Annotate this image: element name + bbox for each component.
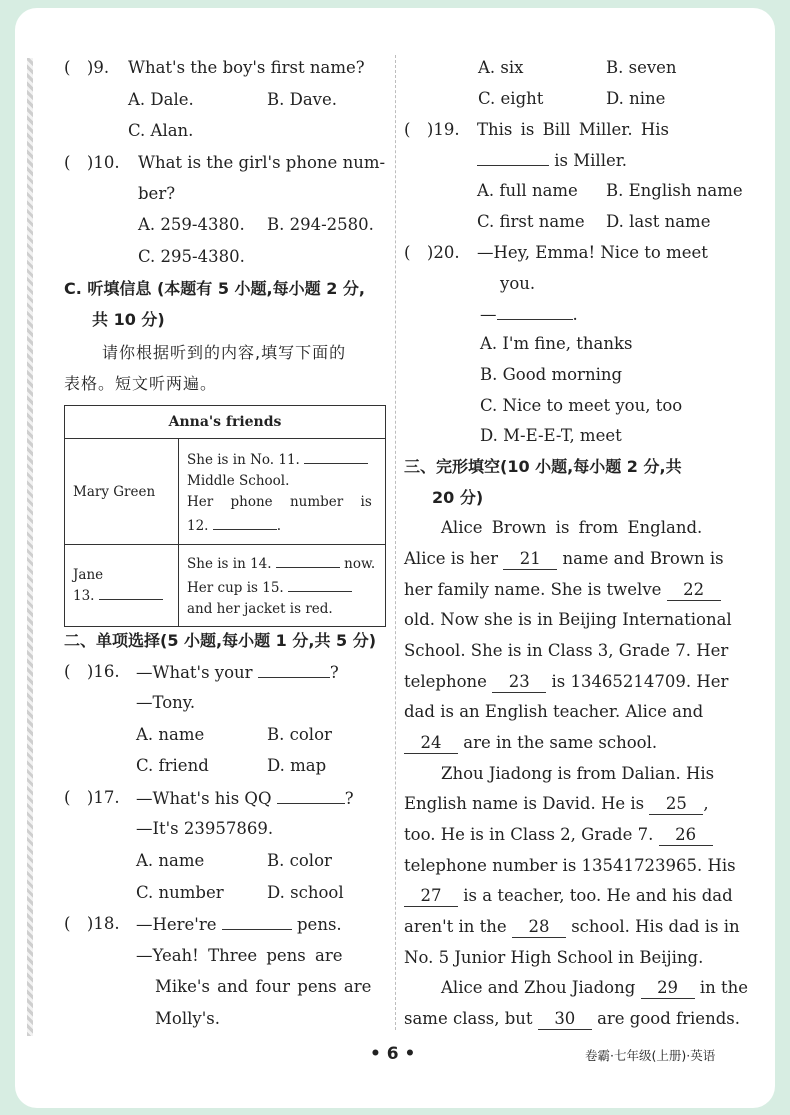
q20-option-c: C. Nice to meet you, too bbox=[480, 396, 683, 415]
table-cell-name bbox=[65, 439, 179, 545]
section-c-instruction-cont: 表格。短文听两遍。 bbox=[64, 374, 218, 393]
page-number: • 6 • bbox=[370, 1044, 416, 1064]
passage-line: No. 5 Junior High School in Beijing. bbox=[404, 948, 704, 967]
passage-line: , bbox=[703, 794, 709, 813]
blank-30[interactable]: 30 bbox=[538, 1009, 592, 1030]
section-2-title: 二、单项选择(5 小题,每小题 1 分,共 5 分) bbox=[64, 631, 377, 650]
q18-number: ( )18. bbox=[64, 914, 120, 933]
q18-reply-2: Mike's and four pens are bbox=[155, 977, 372, 996]
q20-option-b: B. Good morning bbox=[480, 365, 623, 384]
jane-line-1: She is in 14. bbox=[187, 556, 272, 572]
blank-15[interactable] bbox=[288, 575, 352, 592]
passage-line: old. Now she is in Beijing International bbox=[404, 610, 732, 629]
section-3-title: 三、完形填空(10 小题,每小题 2 分,共 bbox=[404, 457, 682, 476]
passage-line: dad is an English teacher. Alice and bbox=[404, 702, 704, 721]
q19-number: ( )19. bbox=[404, 120, 460, 139]
q18-option-a: A. six bbox=[478, 58, 524, 77]
q19-stem: This is Bill Miller. His bbox=[477, 120, 670, 139]
blank-22[interactable]: 22 bbox=[667, 580, 721, 601]
passage-line: telephone bbox=[404, 672, 487, 691]
section-3-title-cont: 20 分) bbox=[432, 488, 484, 507]
q20-option-d: D. M-E-E-T, meet bbox=[480, 426, 622, 445]
q17-reply: —It's 23957869. bbox=[136, 819, 274, 838]
name-jane: Jane bbox=[73, 567, 104, 583]
q17-option-b: B. color bbox=[267, 851, 332, 870]
q16-option-c: C. friend bbox=[136, 756, 209, 775]
passage-line: English name is David. He is bbox=[404, 794, 645, 813]
q10-option-b: B. 294-2580. bbox=[267, 215, 374, 234]
q18-stem: —Here're bbox=[136, 915, 217, 934]
q9-stem: What's the boy's first name? bbox=[128, 58, 365, 77]
mary-line-1: She is in No. 11. bbox=[187, 451, 300, 468]
q17-option-a: A. name bbox=[136, 851, 205, 870]
book-tag: 卷霸·七年级(上册)·英语 bbox=[585, 1048, 716, 1063]
table-title: Anna's friends bbox=[65, 406, 386, 439]
mary-line-3: Her phone number is bbox=[187, 493, 372, 510]
q18-option-b: B. seven bbox=[606, 58, 677, 77]
q16-reply: —Tony. bbox=[136, 693, 196, 712]
passage-line: Alice Brown is from England. bbox=[441, 518, 703, 537]
blank-21[interactable]: 21 bbox=[503, 549, 557, 570]
passage-line: are in the same school. bbox=[463, 733, 658, 752]
q17-blank[interactable] bbox=[277, 787, 345, 804]
passage-line: too. He is in Class 2, Grade 7. bbox=[404, 825, 654, 844]
q19-stem-cont: is Miller. bbox=[554, 151, 628, 170]
q10-number: ( )10. bbox=[64, 153, 120, 172]
q19-option-b: B. English name bbox=[606, 181, 743, 200]
q16-option-a: A. name bbox=[136, 725, 205, 744]
q18-reply-1: —Yeah! Three pens are bbox=[136, 946, 343, 965]
table-cell-desc: She is in No. 11. Middle School. Her phone number is 12. . bbox=[179, 439, 386, 545]
q18-stem-end: pens. bbox=[297, 915, 342, 934]
mary-line-2: Middle School. bbox=[187, 472, 290, 489]
q9-option-a: A. Dale. bbox=[128, 90, 194, 109]
friends-table bbox=[64, 405, 386, 627]
passage-line: in the bbox=[699, 978, 748, 997]
passage-line: School. She is in Class 3, Grade 7. Her bbox=[404, 641, 729, 660]
passage-line: aren't in the bbox=[404, 917, 507, 936]
table-cell-desc bbox=[179, 545, 386, 627]
q10-stem-cont: ber? bbox=[138, 184, 176, 203]
q19-option-d: D. last name bbox=[606, 212, 711, 231]
q20-option-a: A. I'm fine, thanks bbox=[480, 334, 633, 353]
blank-26[interactable]: 26 bbox=[659, 825, 713, 846]
table-cell-name bbox=[65, 545, 179, 627]
q16-stem: —What's your bbox=[136, 663, 253, 682]
passage-line: are good friends. bbox=[597, 1009, 740, 1028]
q20-blank[interactable] bbox=[497, 303, 573, 320]
passage-line: her family name. She is twelve bbox=[404, 580, 662, 599]
jane-line-2: Her cup is 15. bbox=[187, 580, 284, 596]
q17-option-d: D. school bbox=[267, 883, 344, 902]
q18-option-d: D. nine bbox=[606, 89, 666, 108]
q10-option-a: A. 259-4380. bbox=[138, 215, 245, 234]
q20-stem-cont: you. bbox=[500, 274, 536, 293]
q18-blank[interactable] bbox=[222, 913, 292, 930]
q20-reply: — bbox=[480, 305, 497, 324]
passage-line: name and Brown is bbox=[562, 549, 724, 568]
blank-29[interactable]: 29 bbox=[641, 978, 695, 999]
q20-number: ( )20. bbox=[404, 243, 460, 262]
passage-line: Alice is her bbox=[404, 549, 498, 568]
q10-stem: What is the girl's phone num- bbox=[138, 153, 386, 172]
blank-24[interactable]: 24 bbox=[404, 733, 458, 754]
q17-number: ( )17. bbox=[64, 788, 120, 807]
q19-option-a: A. full name bbox=[477, 181, 578, 200]
binding-spine bbox=[27, 58, 33, 1036]
jane-line-3: and her jacket is red. bbox=[187, 601, 333, 617]
q10-option-c: C. 295-4380. bbox=[138, 247, 245, 266]
name-mary-green: Mary Green bbox=[73, 483, 156, 500]
q16-stem-end: ? bbox=[329, 663, 339, 682]
q16-option-b: B. color bbox=[267, 725, 332, 744]
q19-blank[interactable] bbox=[477, 149, 549, 166]
passage-line: same class, but bbox=[404, 1009, 533, 1028]
section-c-title-cont: 共 10 分) bbox=[92, 310, 165, 329]
blank-23[interactable]: 23 bbox=[492, 672, 546, 693]
q20-stem: —Hey, Emma! Nice to meet bbox=[477, 243, 708, 262]
q9-option-b: B. Dave. bbox=[267, 90, 338, 109]
q16-blank[interactable] bbox=[258, 661, 330, 678]
passage-line: is a teacher, too. He and his dad bbox=[463, 886, 733, 905]
blank-14[interactable] bbox=[276, 551, 340, 568]
section-c-instruction: 请你根据听到的内容,填写下面的 bbox=[102, 343, 347, 362]
passage-line: is 13465214709. Her bbox=[551, 672, 729, 691]
q16-option-d: D. map bbox=[267, 756, 327, 775]
blank-12[interactable] bbox=[213, 513, 277, 530]
q17-stem: —What's his QQ bbox=[136, 789, 272, 808]
q16-number: ( )16. bbox=[64, 662, 120, 681]
section-c-title: C. 听填信息 (本题有 5 小题,每小题 2 分, bbox=[64, 279, 365, 298]
q17-option-c: C. number bbox=[136, 883, 224, 902]
blank-27[interactable]: 27 bbox=[404, 886, 458, 907]
q9-number: ( )9. bbox=[64, 58, 110, 77]
passage-line: Zhou Jiadong is from Dalian. His bbox=[441, 764, 715, 783]
jane-line-1-end: now. bbox=[344, 556, 376, 572]
q9-option-c: C. Alan. bbox=[128, 121, 194, 140]
q18-reply-3: Molly's. bbox=[155, 1009, 220, 1028]
blank-28[interactable]: 28 bbox=[512, 917, 566, 938]
mary-line-4: 12. bbox=[187, 517, 209, 534]
blank-13[interactable] bbox=[99, 583, 163, 600]
column-divider bbox=[395, 55, 396, 1030]
passage-line: school. His dad is in bbox=[571, 917, 740, 936]
q17-stem-end: ? bbox=[344, 789, 354, 808]
passage-line: Alice and Zhou Jiadong bbox=[441, 978, 636, 997]
jane-q13: 13. bbox=[73, 588, 95, 604]
q19-option-c: C. first name bbox=[477, 212, 585, 231]
blank-11[interactable] bbox=[304, 447, 368, 464]
blank-25[interactable]: 25 bbox=[649, 794, 703, 815]
passage-line: telephone number is 13541723965. His bbox=[404, 856, 736, 875]
q18-option-c: C. eight bbox=[478, 89, 544, 108]
